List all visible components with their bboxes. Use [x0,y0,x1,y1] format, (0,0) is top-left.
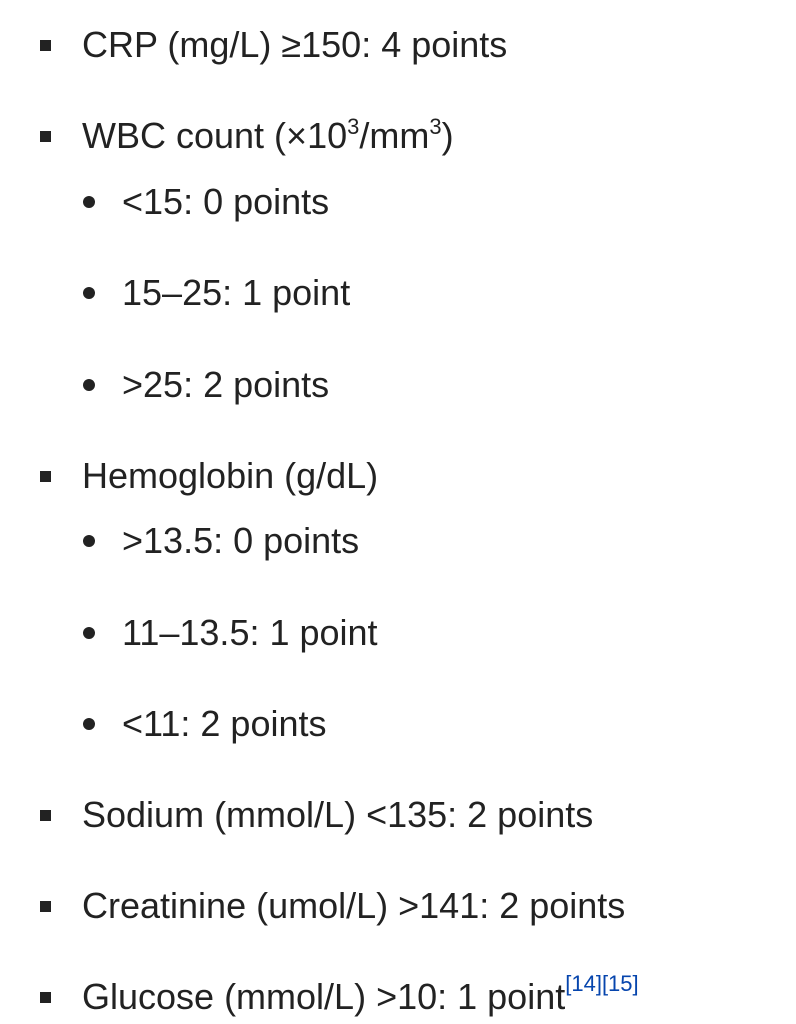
list-item-text: CRP (mg/L) ≥150: 4 points [82,24,508,65]
wbc-label-c: ) [441,115,454,156]
citation-refs [565,971,638,996]
square-bullet-icon [40,810,51,821]
round-bullet-icon [83,718,95,730]
round-bullet-icon [83,196,95,208]
round-bullet-icon [83,627,95,639]
list-item-text: Hemoglobin (g/dL) [82,455,379,496]
citation-link-15[interactable]: [15] [601,971,639,996]
list-item-text: Sodium (mmol/L) <135: 2 points [82,794,594,835]
square-bullet-icon [40,40,51,51]
sub-list-item-text: <15: 0 points [122,181,330,222]
sub-list-item-text: 11–13.5: 1 point [122,612,378,653]
wbc-exponent-a: 3 [347,114,360,139]
list-item-text [82,971,639,1017]
citation-link-14[interactable]: [14] [565,971,602,996]
glucose-text: Glucose (mmol/L) >10: 1 point [82,976,566,1017]
sub-list-item-text: 15–25: 1 point [122,272,351,313]
sub-list-item-text: <11: 2 points [122,703,327,744]
round-bullet-icon [83,535,95,547]
list-item-text [82,116,454,156]
list-item-text: Creatinine (umol/L) >141: 2 points [82,885,626,926]
square-bullet-icon [40,131,51,142]
square-bullet-icon [40,471,51,482]
square-bullet-icon [40,901,51,912]
round-bullet-icon [83,379,95,391]
square-bullet-icon [40,992,51,1003]
sub-list-item-text: >13.5: 0 points [122,520,360,561]
wbc-label-a: WBC count (×10 [82,115,348,156]
sub-list-item-text: >25: 2 points [122,364,330,405]
round-bullet-icon [83,287,95,299]
wbc-exponent-b: 3 [429,114,442,139]
wbc-label-b: /mm [359,115,430,156]
